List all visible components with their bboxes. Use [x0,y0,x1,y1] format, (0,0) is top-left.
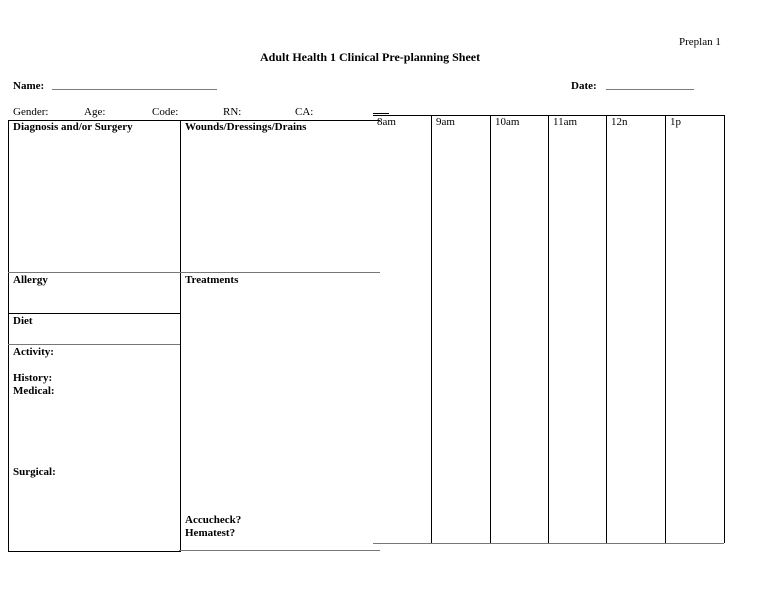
schedule-divider [606,115,607,543]
divider-diet [8,313,180,314]
name-label: Name: [13,80,45,92]
schedule-divider [548,115,549,543]
rn-label: RN: [223,106,242,118]
medical-label: Medical: [13,385,55,397]
wounds-label: Wounds/Dressings/Drains [185,121,307,133]
time-slot-10am: 10am [495,116,520,128]
activity-label: Activity: [13,346,54,358]
diet-label: Diet [13,315,33,327]
accucheck-label: Accucheck? [185,514,242,526]
left-panel-bottom-border [179,550,380,551]
surgical-label: Surgical: [13,466,56,478]
gender-label: Gender: [13,106,49,118]
treatments-label: Treatments [185,274,239,286]
schedule-divider [490,115,491,543]
time-slot-8am: 8am [377,116,396,128]
history-label: History: [13,372,53,384]
time-slot-11am: 11am [553,116,578,128]
date-label: Date: [571,80,597,92]
schedule-divider [431,115,432,543]
left-column-box [8,120,181,552]
hematest-label: Hematest? [185,527,236,539]
schedule-right-border [724,115,725,543]
divider-activity [8,344,180,345]
page-title: Adult Health 1 Clinical Pre-planning Sheet [260,50,481,64]
code-label: Code: [152,106,179,118]
ca-label: CA: [295,106,314,118]
time-slot-9am: 9am [436,116,455,128]
age-label: Age: [84,106,106,118]
time-slot-1p: 1p [670,116,681,128]
time-slot-12n: 12n [611,116,628,128]
name-field[interactable]: ______________________________ [52,79,217,91]
diagnosis-label: Diagnosis and/or Surgery [13,121,133,133]
divider-allergy [8,272,380,273]
schedule-bottom-border [373,543,724,544]
schedule-divider [665,115,666,543]
allergy-label: Allergy [13,274,48,286]
date-field[interactable]: ________________ [606,79,694,91]
document-code: Preplan 1 [679,36,721,48]
ca-underline [373,113,389,114]
